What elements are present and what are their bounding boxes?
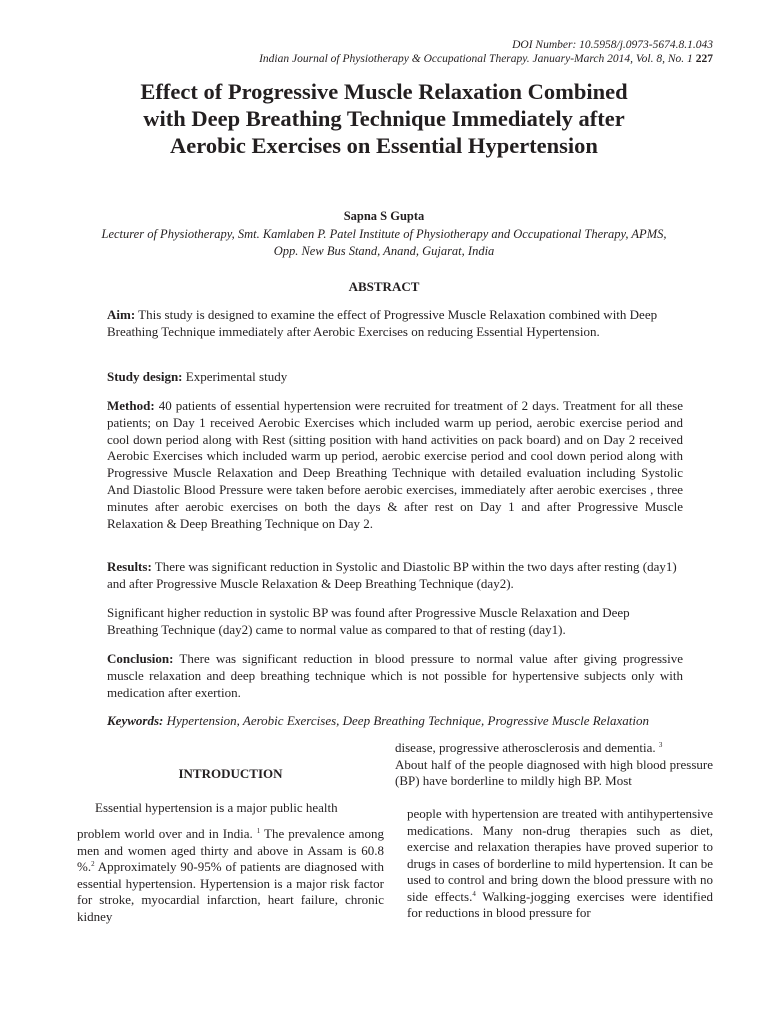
reference-3: 3 — [658, 741, 663, 749]
results-label: Results: — [107, 559, 152, 574]
aim-text: This study is designed to examine the effect of Progressive Muscle Relaxation combined with Deep Breathing Technique immediately after Aerobic Exercises on reducing Essential Hypertension. — [107, 307, 658, 339]
intro-left-first-line: Essential hypertension is a major public health — [95, 800, 338, 815]
conclusion-label: Conclusion: — [107, 651, 174, 666]
article-title — [60, 78, 708, 159]
keywords-text: Hypertension, Aerobic Exercises, Deep Breathing Technique, Progressive Muscle Relaxation — [163, 713, 650, 728]
abstract-method — [107, 398, 683, 532]
aim-label: Aim: — [107, 307, 136, 322]
page-number: 227 — [695, 53, 713, 65]
reference-2: 2 — [91, 860, 95, 868]
study-design-label: Study design: — [107, 369, 183, 384]
intro-left-text-b: The prevalence among men and women aged thirty and above in Assam is 60.8 %. — [77, 826, 384, 874]
method-label: Method: — [107, 398, 155, 413]
study-design-text: Experimental study — [182, 369, 288, 384]
abstract-significant-reduction: Significant higher reduction in systolic BP was found after Progressive Muscle Relaxation and Deep Breathing Technique (day2) came to normal value as compared to that of resting (day1). — [107, 605, 630, 637]
reference-4: 4 — [472, 889, 476, 898]
intro-right-top — [395, 740, 713, 790]
affiliation-line-2: Opp. New Bus Stand, Anand, Gujarat, India — [273, 244, 495, 258]
results-text: There was significant reduction in Systolic and Diastolic BP within the two days after resting (day1) and after Progressive Muscle Relaxation & Deep Breathing Technique (day2). — [107, 559, 677, 591]
reference-1: 1 — [256, 827, 261, 835]
journal-name: Indian Journal of Physiotherapy & Occupational Therapy. January-March 2014, Vol. 8, No. 1 — [259, 53, 693, 65]
intro-left-text-a: problem world over and in India. — [77, 826, 257, 841]
affiliation-line-1: Lecturer of Physiotherapy, Smt. Kamlaben P. Patel Institute of Physiotherapy and Occupational Therapy, APMS, — [101, 227, 667, 241]
conclusion-text: There was significant reduction in blood pressure to normal value after giving progressive muscle relaxation and deep breathing technique which is not possible for hypertensive subjects only with medication after exertion. — [107, 651, 683, 700]
abstract-conclusion — [107, 651, 683, 701]
author-affiliation — [60, 226, 708, 260]
intro-left-text-c: Approximately 90-95% of patients are diagnosed with essential hypertension. Hypertension is a major risk factor for stroke, myocardial infarction, heart failure, chronic kidney — [77, 859, 384, 924]
intro-left-paragraph — [77, 826, 384, 925]
abstract-aim — [107, 307, 683, 341]
intro-right-text-a: disease, progressive atherosclerosis and dementia. — [395, 740, 659, 755]
abstract-heading: ABSTRACT — [348, 279, 420, 294]
abstract-keywords — [107, 713, 683, 730]
abstract-results — [107, 559, 683, 593]
doi-number: DOI Number: 10.5958/j.0973-5674.8.1.043 — [512, 39, 713, 51]
title-line-1: Effect of Progressive Muscle Relaxation Combined — [140, 79, 628, 104]
author-name: Sapna S Gupta — [343, 209, 425, 223]
intro-right-text-b: About half of the people diagnosed with high blood pressure (BP) have borderline to mildly high BP. Most — [395, 756, 713, 788]
method-text: 40 patients of essential hypertension were recruited for treatment of 2 days. Treatment for all these patients; on Day 1 received Aerobic Exercises which included warm up period, aerobic exercise period and cool down period along with Rest (sitting position with hand activities on pack board) and on Day 2 received Aerobic Exercises which included warm up period, aerobic exercise period and cool down period along with Progressive Muscle Relaxation and Deep Breathing Technique with detailed evaluation including Systolic And Diastolic Blood Pressure were taken before aerobic exercises, immediately after aerobic exercises , three minutes after aerobic exercises on both the days & after rest on Day 1 and after Progressive Muscle Relaxation & Deep Breathing Technique on Day 2. — [107, 398, 683, 531]
title-line-3: Aerobic Exercises on Essential Hypertension — [170, 133, 598, 158]
intro-right-text-c: people with hypertension are treated with antihypertensive medications. Many non-drug therapies such as diet, exercise and relaxation therapies have proved superior to drugs in cases of borderline to mild hypertension. It can be used to control and bring down the blood pressure with no side effects. — [407, 806, 713, 904]
introduction-heading: INTRODUCTION — [178, 766, 283, 781]
intro-right-paragraph — [407, 806, 713, 922]
intro-right-text-d: Walking-jogging exercises were identified for reductions in blood pressure for — [407, 888, 713, 920]
keywords-label: Keywords: — [107, 713, 164, 728]
title-line-2: with Deep Breathing Technique Immediately after — [143, 106, 625, 131]
journal-citation — [259, 52, 713, 67]
abstract-study-design — [107, 369, 683, 386]
